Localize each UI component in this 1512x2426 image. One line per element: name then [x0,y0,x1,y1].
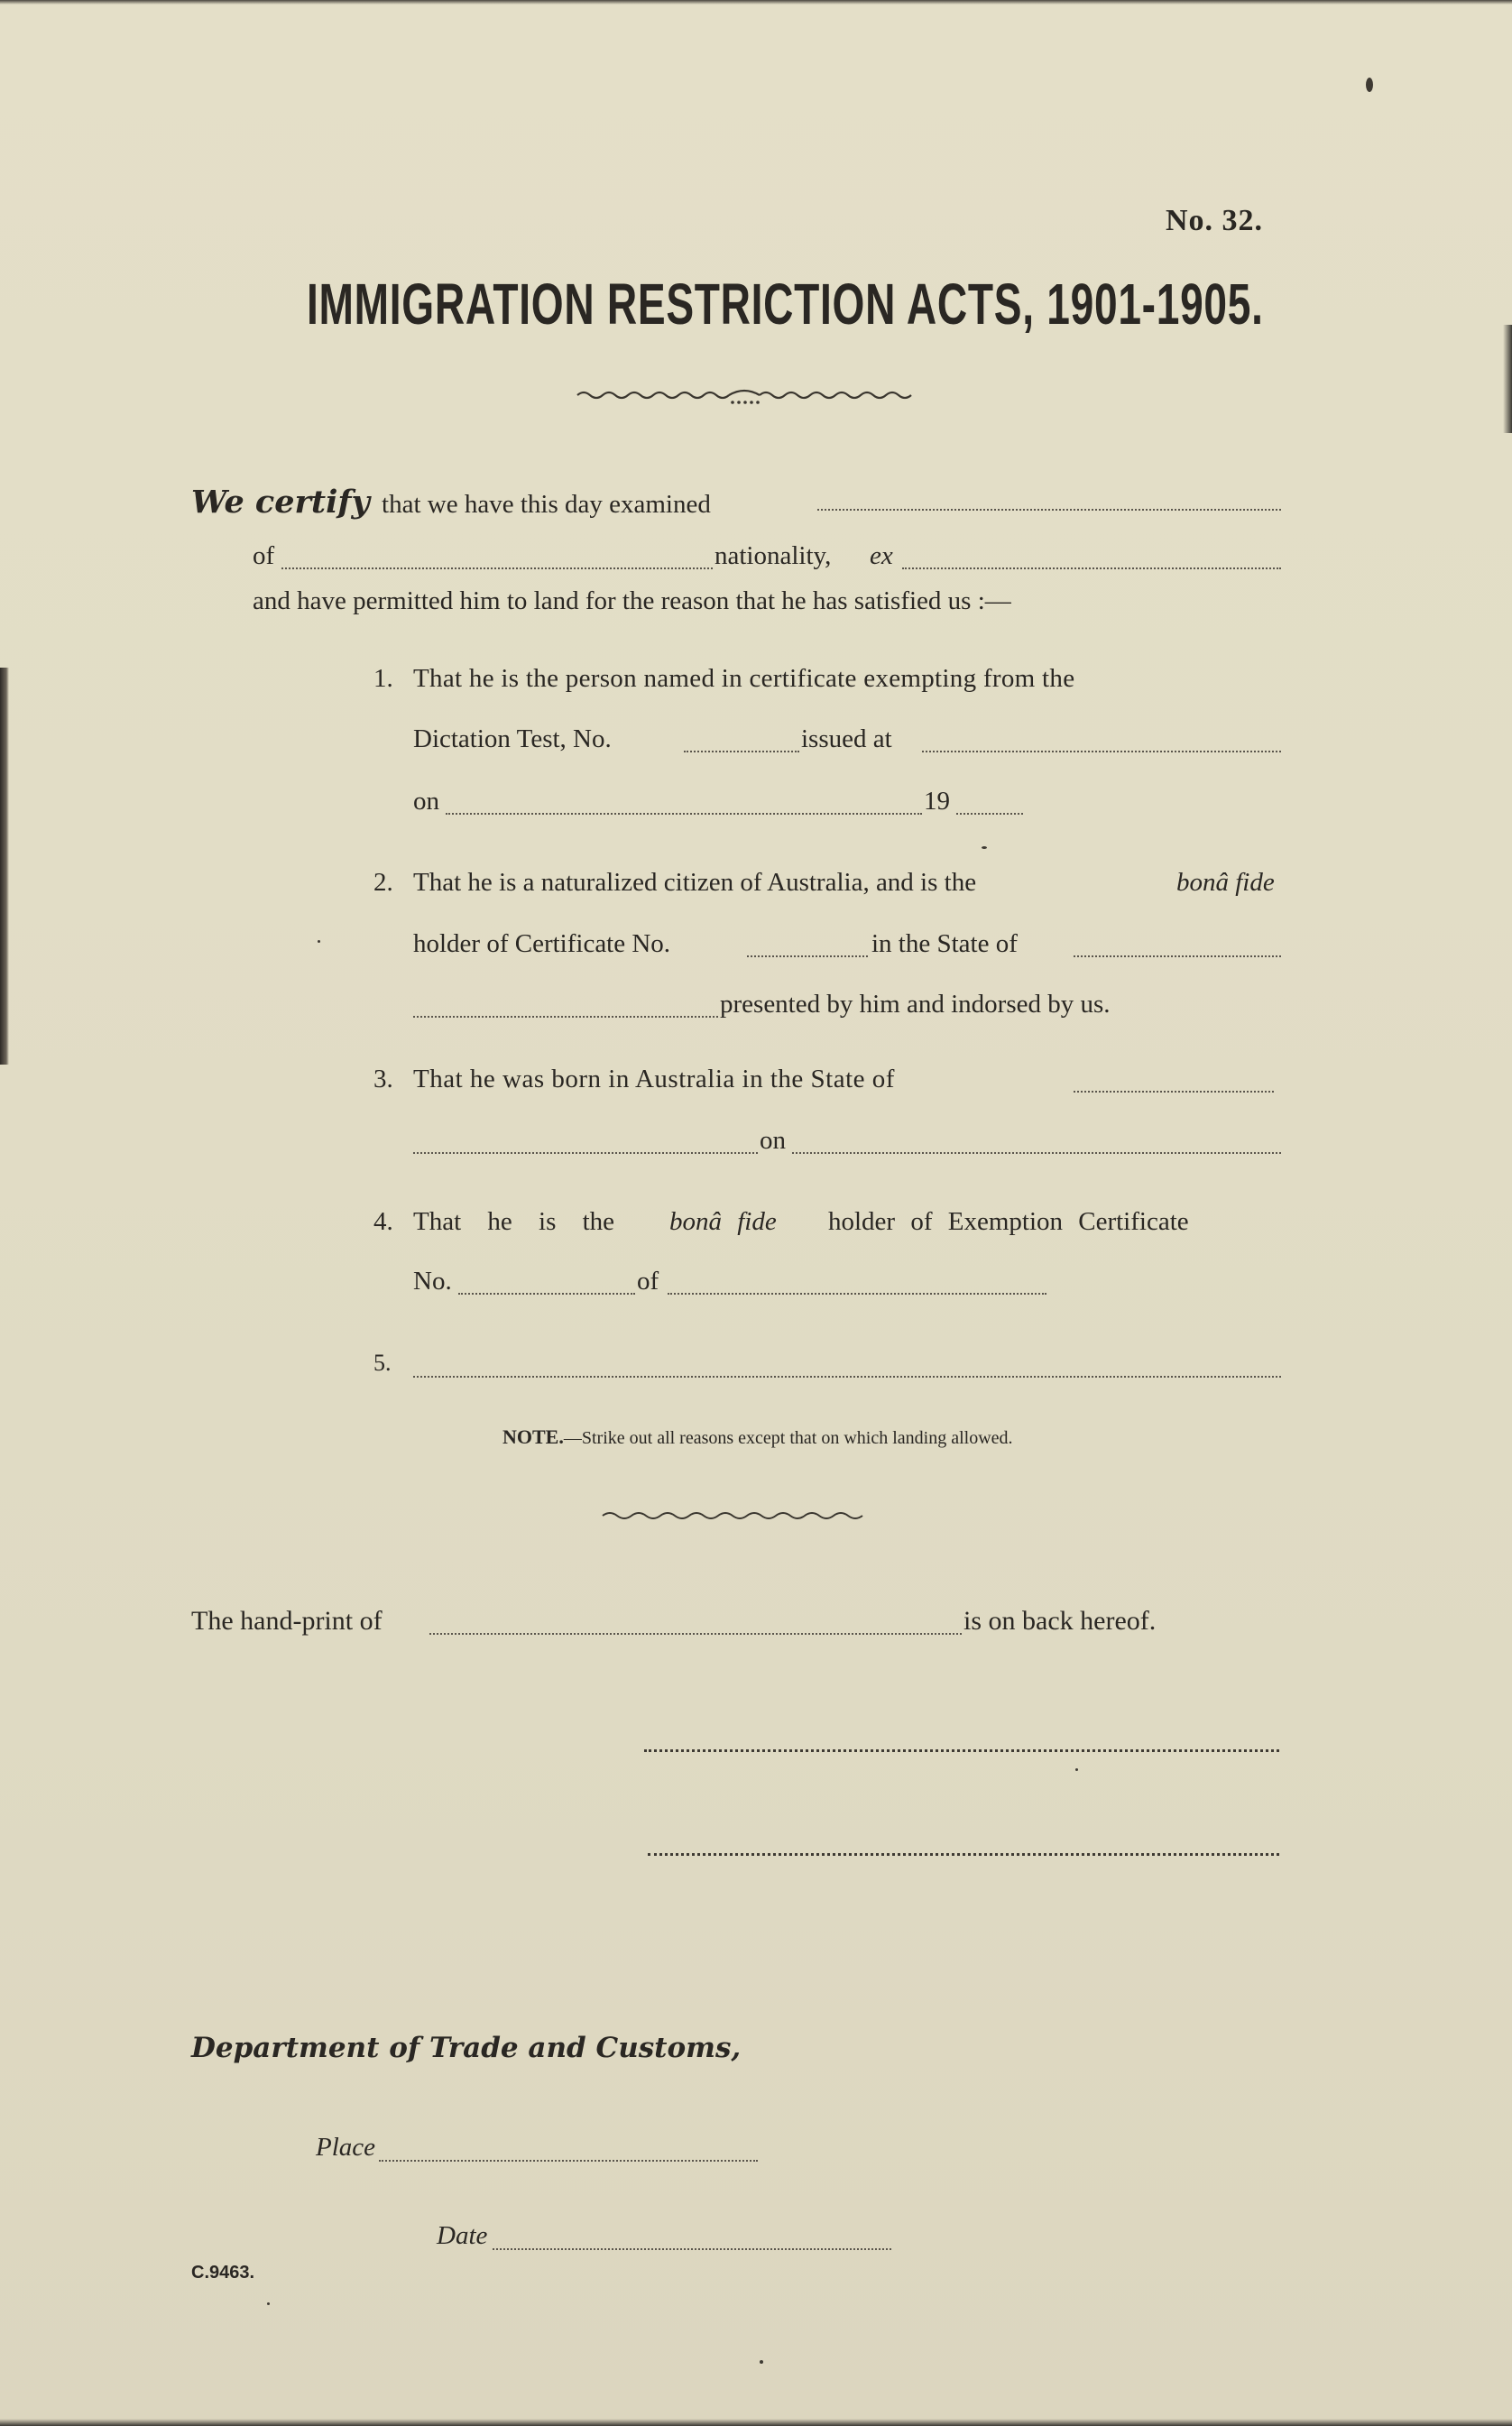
reason-4-line-1a: That he is the [413,1207,615,1236]
of-label: of [253,541,275,570]
reason-2-state-label: in the State of [871,929,1018,958]
reason-1-year-field[interactable] [956,813,1023,815]
reason-1-line-1: That he is the person named in certificate exempting from the [413,664,1075,693]
place-label: Place [316,2133,376,2162]
place-field[interactable] [379,2160,758,2162]
handprint-name-field[interactable] [429,1633,962,1635]
form-code: C.9463. [191,2263,255,2283]
certificate-number-field[interactable] [747,955,868,957]
page-right-edge-shadow [1503,325,1512,433]
certify-line-3: and have permitted him to land for the reason that he has satisfied us :— [253,586,1011,615]
reason-2-line-1a: That he is a naturalized citizen of Australia, and is the [413,868,977,897]
dictation-test-number-field[interactable] [684,751,799,752]
reason-1-year-prefix: 19 [924,787,950,816]
handprint-prefix: The hand-print of [191,1606,383,1636]
date-field[interactable] [493,2248,891,2250]
reason-2-number: 2. [373,868,393,897]
reason-1-dictation-label: Dictation Test, No. [413,724,612,753]
reason-1-date-field[interactable] [446,813,922,815]
note-text: —Strike out all reasons except that on which landing allowed. [563,1428,1013,1448]
reason-5-number: 5. [373,1350,392,1376]
note-ornament [603,1508,870,1523]
reason-5-field[interactable] [413,1376,1281,1378]
of-place-field[interactable] [281,567,713,569]
reason-1-number: 1. [373,664,393,693]
reason-3-on-label: on [760,1126,786,1155]
nationality-label: nationality, [715,541,832,570]
paper-speck [760,2360,763,2364]
date-label: Date [437,2221,488,2250]
reason-4-line-1c: holder of Exemption Certificate [828,1207,1189,1236]
reason-4-number: 4. [373,1207,393,1236]
page-title: IMMIGRATION RESTRICTION ACTS, 1901-1905. [307,272,1264,337]
certify-line-1 [191,484,711,521]
nationality-ex-field[interactable] [902,567,1281,569]
note-label: NOTE. [502,1425,564,1448]
reason-3-line-1: That he was born in Australia in the State of [413,1065,895,1093]
birth-state-field[interactable] [1074,1091,1274,1093]
officer-signature-line-2[interactable] [648,1853,1279,1856]
examined-name-field[interactable] [817,509,1281,511]
certify-lead: We certify [191,484,370,521]
reason-2-presented-field[interactable] [413,1016,718,1018]
paper-speck [982,846,987,849]
form-number: No. 32. [1166,204,1264,237]
issued-at-field[interactable] [922,751,1281,752]
reason-4-no-label: No. [413,1267,452,1296]
reason-1-issued-label: issued at [801,724,892,753]
reason-2-certificate-label: holder of Certificate No. [413,929,671,958]
paper-speck [267,2302,270,2305]
reason-4-of-label: of [637,1267,659,1296]
birth-place-field[interactable] [413,1152,758,1154]
page-left-edge-shadow [0,668,9,1065]
exemption-certificate-number-field[interactable] [458,1293,635,1295]
handprint-suffix: is on back hereof. [963,1606,1157,1636]
paper-speck [318,940,320,943]
note [502,1425,1013,1449]
officer-signature-line-1[interactable] [644,1749,1279,1752]
certify-line-1-text: that we have this day examined [382,490,711,519]
ex-label: ex [870,541,893,570]
birth-date-field[interactable] [792,1152,1281,1154]
reason-2-state-field[interactable] [1074,955,1281,957]
page-top-edge [0,0,1512,5]
page-bottom-edge [0,2419,1512,2426]
reason-1-on-label: on [413,787,439,816]
exemption-certificate-of-field[interactable] [668,1293,1046,1295]
reason-2-line-3: presented by him and indorsed by us. [720,990,1111,1019]
title-ornament [577,386,911,408]
paper-speck [1075,1768,1078,1771]
department-name: Department of Trade and Customs, [191,2032,742,2064]
reason-3-number: 3. [373,1065,393,1093]
reason-2-bona-fide: bonâ fide [1176,868,1275,897]
paper-speck [1366,78,1373,92]
reason-4-bona-fide: bonâ fide [669,1207,777,1236]
